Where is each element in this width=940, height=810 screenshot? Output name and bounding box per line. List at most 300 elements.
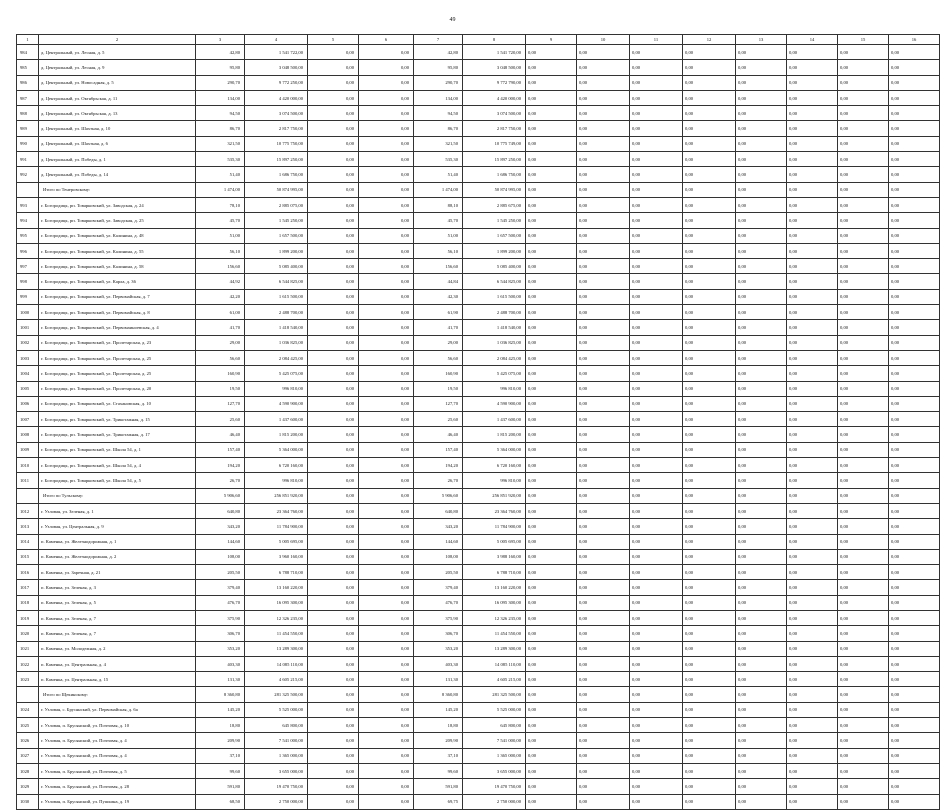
value-cell: 0,00 — [889, 580, 940, 595]
row-number: 1013 — [17, 519, 39, 534]
value-cell: 0,00 — [889, 350, 940, 365]
row-number: 999 — [17, 289, 39, 304]
row-number: 1006 — [17, 396, 39, 411]
value-cell: 0,00 — [736, 90, 787, 105]
value-cell: 0,00 — [838, 152, 889, 167]
address-cell: п. Каменка, ул. Железнодорожная, д. 1 — [39, 534, 196, 549]
value-cell: 0,00 — [838, 794, 889, 809]
value-cell: 0,00 — [308, 779, 359, 794]
value-cell: 0,00 — [630, 335, 683, 350]
value-cell: 4 605 215,00 — [245, 672, 308, 687]
value-cell: 5 906,60 — [196, 488, 245, 503]
value-cell: 0,00 — [838, 228, 889, 243]
value-cell: 0,00 — [359, 488, 414, 503]
value-cell: 0,00 — [889, 152, 940, 167]
value-cell: 2 488 700,00 — [245, 305, 308, 320]
value-cell: 0,00 — [359, 289, 414, 304]
value-cell: 0,00 — [683, 473, 736, 488]
value-cell: 127,70 — [414, 396, 463, 411]
value-cell: 0,00 — [889, 672, 940, 687]
value-cell: 0,00 — [577, 626, 630, 641]
address-cell: п. Каменка, ул. Зеленая, д. 7 — [39, 610, 196, 625]
value-cell: 88,10 — [414, 197, 463, 212]
value-cell: 108,00 — [414, 549, 463, 564]
address-cell: г. Богородицк, рп. Товарковский, ул. Заводская, д. 24 — [39, 197, 196, 212]
address-cell: д. Центральный, ул. Октябрьская, д. 13 — [39, 106, 196, 121]
value-cell: 0,00 — [838, 458, 889, 473]
value-cell: 6 544 825,00 — [463, 274, 526, 289]
row-number: 1000 — [17, 305, 39, 320]
value-cell: 0,00 — [359, 794, 414, 809]
value-cell: 0,00 — [630, 641, 683, 656]
value-cell: 0,00 — [359, 228, 414, 243]
value-cell: 0,00 — [889, 213, 940, 228]
value-cell: 0,00 — [577, 779, 630, 794]
value-cell: 0,00 — [308, 687, 359, 702]
address-cell: д. Центральный, ул. Лесная, д. 5 — [39, 45, 196, 60]
value-cell: 0,00 — [787, 45, 838, 60]
value-cell: 0,00 — [526, 60, 577, 75]
value-cell: 0,00 — [838, 702, 889, 717]
value-cell: 0,00 — [838, 473, 889, 488]
value-cell: 0,00 — [889, 488, 940, 503]
table-row — [17, 167, 940, 182]
value-cell: 61,00 — [196, 305, 245, 320]
value-cell: 144,60 — [196, 534, 245, 549]
table-row — [17, 610, 940, 625]
value-cell: 46,40 — [414, 427, 463, 442]
value-cell: 13 160 220,00 — [245, 580, 308, 595]
value-cell: 1 657 500,00 — [463, 228, 526, 243]
value-cell: 0,00 — [577, 549, 630, 564]
value-cell: 26,70 — [414, 473, 463, 488]
value-cell: 0,00 — [683, 366, 736, 381]
value-cell: 11 454 550,00 — [245, 626, 308, 641]
value-cell: 0,00 — [889, 610, 940, 625]
value-cell: 209,90 — [196, 733, 245, 748]
value-cell: 0,00 — [736, 718, 787, 733]
value-cell: 0,00 — [889, 702, 940, 717]
value-cell: 0,00 — [526, 718, 577, 733]
value-cell: 11 784 900,00 — [463, 519, 526, 534]
table-row — [17, 442, 940, 457]
value-cell: 0,00 — [359, 779, 414, 794]
value-cell: 0,00 — [889, 228, 940, 243]
value-cell: 0,00 — [308, 549, 359, 564]
value-cell: 535,30 — [196, 152, 245, 167]
value-cell: 0,00 — [683, 641, 736, 656]
value-cell: 1 615 500,00 — [463, 289, 526, 304]
address-cell: п. Каменка, ул. Железнодорожная, д. 2 — [39, 549, 196, 564]
address-cell: г. Богородицк, рп. Товарковский, ул. Карла, д. 36 — [39, 274, 196, 289]
value-cell: 306,70 — [196, 626, 245, 641]
value-cell: 0,00 — [630, 763, 683, 778]
row-number: 1029 — [17, 779, 39, 794]
value-cell: 1 418 540,00 — [245, 320, 308, 335]
table-row — [17, 259, 940, 274]
value-cell: 0,00 — [838, 90, 889, 105]
value-cell: 45,70 — [414, 213, 463, 228]
value-cell: 0,00 — [683, 75, 736, 90]
value-cell: 0,00 — [359, 641, 414, 656]
value-cell: 0,00 — [577, 763, 630, 778]
value-cell: 0,00 — [308, 136, 359, 151]
subtotal-row — [17, 687, 940, 702]
value-cell: 0,00 — [577, 794, 630, 809]
value-cell: 0,00 — [359, 335, 414, 350]
value-cell: 0,00 — [308, 458, 359, 473]
value-cell: 0,00 — [787, 136, 838, 151]
value-cell: 0,00 — [787, 412, 838, 427]
value-cell: 0,00 — [359, 473, 414, 488]
value-cell: 0,00 — [630, 687, 683, 702]
value-cell: 0,00 — [577, 197, 630, 212]
value-cell: 0,00 — [889, 60, 940, 75]
value-cell: 0,00 — [683, 580, 736, 595]
value-cell: 131,30 — [196, 672, 245, 687]
value-cell: 42,80 — [414, 45, 463, 60]
value-cell: 44,84 — [414, 274, 463, 289]
value-cell: 0,00 — [577, 427, 630, 442]
value-cell: 0,00 — [308, 60, 359, 75]
table-row — [17, 718, 940, 733]
value-cell: 1 036 825,00 — [245, 335, 308, 350]
value-cell: 2 885 675,00 — [463, 197, 526, 212]
table-row — [17, 794, 940, 809]
row-number: 1023 — [17, 672, 39, 687]
value-cell: 0,00 — [683, 595, 736, 610]
value-cell: 0,00 — [889, 167, 940, 182]
value-cell: 0,00 — [359, 763, 414, 778]
value-cell: 0,00 — [683, 121, 736, 136]
value-cell: 0,00 — [787, 60, 838, 75]
value-cell: 0,00 — [526, 779, 577, 794]
table-row — [17, 779, 940, 794]
value-cell: 0,00 — [577, 259, 630, 274]
value-cell: 0,00 — [787, 381, 838, 396]
value-cell: 0,00 — [683, 718, 736, 733]
value-cell: 0,00 — [683, 503, 736, 518]
value-cell: 7 541 000,00 — [463, 733, 526, 748]
value-cell: 0,00 — [889, 794, 940, 809]
value-cell: 281 325 500,00 — [463, 687, 526, 702]
table-row — [17, 60, 940, 75]
value-cell: 0,00 — [683, 381, 736, 396]
value-cell: 0,00 — [359, 259, 414, 274]
value-cell: 0,00 — [787, 718, 838, 733]
value-cell: 0,00 — [787, 289, 838, 304]
value-cell: 0,00 — [683, 197, 736, 212]
address-cell: д. Центральный, ул. Шахтная, д. 10 — [39, 121, 196, 136]
value-cell: 0,00 — [889, 687, 940, 702]
value-cell: 0,00 — [889, 106, 940, 121]
value-cell: 11 784 900,00 — [245, 519, 308, 534]
value-cell: 0,00 — [838, 213, 889, 228]
value-cell: 56,10 — [196, 243, 245, 258]
address-cell: г. Узловая, п. Брусянский, ул. Почтовая, д. 5 — [39, 763, 196, 778]
value-cell: 4 590 900,00 — [463, 396, 526, 411]
column-header: 2 — [39, 35, 196, 45]
value-cell: 379,40 — [196, 580, 245, 595]
value-cell: 0,00 — [683, 442, 736, 457]
value-cell: 0,00 — [308, 121, 359, 136]
value-cell: 86,70 — [196, 121, 245, 136]
value-cell: 0,00 — [736, 779, 787, 794]
value-cell: 0,00 — [526, 121, 577, 136]
value-cell: 0,00 — [308, 274, 359, 289]
value-cell: 0,00 — [736, 320, 787, 335]
table-row — [17, 228, 940, 243]
value-cell: 61,90 — [414, 305, 463, 320]
value-cell: 0,00 — [308, 718, 359, 733]
value-cell: 0,00 — [838, 641, 889, 656]
value-cell: 0,00 — [630, 106, 683, 121]
value-cell: 0,00 — [577, 458, 630, 473]
value-cell: 5 364 000,00 — [245, 442, 308, 457]
value-cell: 3 655 000,00 — [463, 763, 526, 778]
address-cell: п. Каменка, ул. Зеленая, д. 5 — [39, 595, 196, 610]
value-cell: 0,00 — [787, 610, 838, 625]
value-cell: 0,00 — [787, 763, 838, 778]
value-cell: 6 720 160,00 — [463, 458, 526, 473]
value-cell: 0,00 — [889, 381, 940, 396]
value-cell: 0,00 — [838, 274, 889, 289]
value-cell: 0,00 — [630, 366, 683, 381]
row-number: 1009 — [17, 442, 39, 457]
value-cell: 0,00 — [526, 503, 577, 518]
value-cell: 0,00 — [526, 672, 577, 687]
column-header: 3 — [196, 35, 245, 45]
value-cell: 157,40 — [414, 442, 463, 457]
header-row — [17, 35, 940, 45]
value-cell: 0,00 — [838, 259, 889, 274]
row-number: 1007 — [17, 412, 39, 427]
value-cell: 0,00 — [577, 366, 630, 381]
value-cell: 0,00 — [577, 228, 630, 243]
table-row — [17, 213, 940, 228]
value-cell: 3 655 000,00 — [245, 763, 308, 778]
value-cell: 0,00 — [787, 396, 838, 411]
row-number: 1012 — [17, 503, 39, 518]
value-cell: 1 545 250,00 — [245, 213, 308, 228]
value-cell: 0,00 — [526, 488, 577, 503]
value-cell: 0,00 — [787, 458, 838, 473]
row-number: 1001 — [17, 320, 39, 335]
value-cell: 0,00 — [630, 274, 683, 289]
subtotal-row — [17, 488, 940, 503]
value-cell: 42,30 — [414, 289, 463, 304]
value-cell: 0,00 — [736, 243, 787, 258]
value-cell: 0,00 — [308, 366, 359, 381]
value-cell: 0,00 — [526, 763, 577, 778]
value-cell: 144,60 — [414, 534, 463, 549]
subtotal-label: Итого по Щекинскому: — [39, 687, 196, 702]
value-cell: 0,00 — [683, 672, 736, 687]
address-cell: п. Каменка, ул. Зеленая, д. 7 — [39, 626, 196, 641]
value-cell: 0,00 — [787, 779, 838, 794]
value-cell: 0,00 — [736, 534, 787, 549]
value-cell: 0,00 — [889, 243, 940, 258]
value-cell: 205,50 — [196, 565, 245, 580]
value-cell: 0,00 — [736, 197, 787, 212]
value-cell: 45,70 — [196, 213, 245, 228]
value-cell: 0,00 — [889, 136, 940, 151]
value-cell: 0,00 — [838, 289, 889, 304]
value-cell: 0,00 — [683, 320, 736, 335]
value-cell: 145,20 — [414, 702, 463, 717]
value-cell: 0,00 — [359, 534, 414, 549]
value-cell: 0,00 — [630, 381, 683, 396]
value-cell: 2 817 750,00 — [245, 121, 308, 136]
value-cell: 8 360,80 — [196, 687, 245, 702]
value-cell: 0,00 — [838, 197, 889, 212]
value-cell: 0,00 — [359, 702, 414, 717]
address-cell: г. Богородицк, рп. Товарковский, ул. Первомайская, д. 7 — [39, 289, 196, 304]
value-cell: 0,00 — [736, 136, 787, 151]
table-row — [17, 350, 940, 365]
value-cell: 1 541 720,00 — [463, 45, 526, 60]
table-row — [17, 136, 940, 151]
value-cell: 0,00 — [630, 243, 683, 258]
value-cell: 0,00 — [736, 656, 787, 671]
row-number: 996 — [17, 243, 39, 258]
value-cell: 0,00 — [630, 549, 683, 564]
value-cell: 0,00 — [630, 167, 683, 182]
value-cell: 0,00 — [526, 289, 577, 304]
value-cell: 194,20 — [414, 458, 463, 473]
value-cell: 0,00 — [630, 702, 683, 717]
value-cell: 0,00 — [787, 442, 838, 457]
value-cell: 0,00 — [630, 656, 683, 671]
row-number — [17, 182, 39, 197]
value-cell: 0,00 — [526, 259, 577, 274]
value-cell: 0,00 — [630, 412, 683, 427]
value-cell: 0,00 — [683, 274, 736, 289]
value-cell: 0,00 — [683, 458, 736, 473]
value-cell: 127,70 — [196, 396, 245, 411]
value-cell: 0,00 — [359, 60, 414, 75]
value-cell: 0,00 — [838, 565, 889, 580]
value-cell: 0,00 — [308, 565, 359, 580]
value-cell: 0,00 — [736, 442, 787, 457]
table-row — [17, 305, 940, 320]
value-cell: 0,00 — [787, 320, 838, 335]
value-cell: 5 425 075,00 — [463, 366, 526, 381]
value-cell: 108,00 — [196, 549, 245, 564]
value-cell: 0,00 — [736, 549, 787, 564]
value-cell: 0,00 — [308, 626, 359, 641]
value-cell: 0,00 — [577, 488, 630, 503]
row-number: 1020 — [17, 626, 39, 641]
value-cell: 0,00 — [838, 350, 889, 365]
value-cell: 0,00 — [889, 320, 940, 335]
value-cell: 0,00 — [526, 381, 577, 396]
value-cell: 157,40 — [196, 442, 245, 457]
value-cell: 0,00 — [889, 549, 940, 564]
value-cell: 0,00 — [787, 152, 838, 167]
column-header: 6 — [359, 35, 414, 45]
value-cell: 0,00 — [736, 610, 787, 625]
value-cell: 0,00 — [683, 243, 736, 258]
value-cell: 0,00 — [308, 656, 359, 671]
value-cell: 0,00 — [630, 289, 683, 304]
value-cell: 290,70 — [196, 75, 245, 90]
value-cell: 0,00 — [736, 473, 787, 488]
value-cell: 0,00 — [736, 335, 787, 350]
value-cell: 0,00 — [630, 396, 683, 411]
row-number: 1005 — [17, 381, 39, 396]
value-cell: 0,00 — [683, 106, 736, 121]
value-cell: 0,00 — [683, 396, 736, 411]
value-cell: 0,00 — [889, 763, 940, 778]
value-cell: 69,75 — [414, 794, 463, 809]
table-row — [17, 45, 940, 60]
value-cell: 0,00 — [889, 289, 940, 304]
value-cell: 0,00 — [308, 106, 359, 121]
row-number: 1021 — [17, 641, 39, 656]
value-cell: 0,00 — [683, 305, 736, 320]
column-header: 9 — [526, 35, 577, 45]
value-cell: 0,00 — [526, 656, 577, 671]
table-row — [17, 748, 940, 763]
value-cell: 5 085 400,00 — [245, 259, 308, 274]
value-cell: 1 615 500,00 — [245, 289, 308, 304]
value-cell: 0,00 — [787, 534, 838, 549]
value-cell: 0,00 — [736, 60, 787, 75]
value-cell: 0,00 — [683, 748, 736, 763]
value-cell: 0,00 — [526, 274, 577, 289]
value-cell: 0,00 — [359, 305, 414, 320]
value-cell: 640,80 — [414, 503, 463, 518]
value-cell: 0,00 — [577, 335, 630, 350]
value-cell: 0,00 — [526, 136, 577, 151]
value-cell: 0,00 — [526, 534, 577, 549]
address-cell: г. Богородицк, рп. Товарковский, ул. Трикотажная, д. 15 — [39, 412, 196, 427]
value-cell: 95,80 — [414, 60, 463, 75]
value-cell: 0,00 — [308, 595, 359, 610]
value-cell: 0,00 — [308, 534, 359, 549]
address-cell: п. Каменка, ул. Молодежная, д. 2 — [39, 641, 196, 656]
value-cell: 535,30 — [414, 152, 463, 167]
value-cell: 0,00 — [577, 45, 630, 60]
address-cell: п. Каменка, ул. Зеленая, д. 3 — [39, 580, 196, 595]
value-cell: 0,00 — [630, 733, 683, 748]
row-number: 1002 — [17, 335, 39, 350]
value-cell: 0,00 — [359, 75, 414, 90]
value-cell: 0,00 — [736, 213, 787, 228]
value-cell: 0,00 — [838, 488, 889, 503]
value-cell: 156,60 — [414, 259, 463, 274]
value-cell: 1 437 600,00 — [463, 412, 526, 427]
value-cell: 16 095 300,00 — [245, 595, 308, 610]
value-cell: 4 605 215,00 — [463, 672, 526, 687]
value-cell: 0,00 — [526, 90, 577, 105]
value-cell: 0,00 — [683, 656, 736, 671]
value-cell: 0,00 — [787, 274, 838, 289]
table-row — [17, 580, 940, 595]
value-cell: 0,00 — [308, 748, 359, 763]
address-cell: г. Богородицк, рп. Товарковский, ул. Трикотажная, д. 17 — [39, 427, 196, 442]
value-cell: 0,00 — [526, 748, 577, 763]
value-cell: 0,00 — [889, 335, 940, 350]
value-cell: 156,60 — [196, 259, 245, 274]
value-cell: 1 686 750,00 — [245, 167, 308, 182]
value-cell: 0,00 — [889, 519, 940, 534]
value-cell: 0,00 — [359, 580, 414, 595]
address-cell: г. Узловая, п. Брусянский, ул. Пушкина, д. 19 — [39, 794, 196, 809]
subtotal-label: Итого по Тульскому: — [39, 488, 196, 503]
value-cell: 0,00 — [308, 381, 359, 396]
